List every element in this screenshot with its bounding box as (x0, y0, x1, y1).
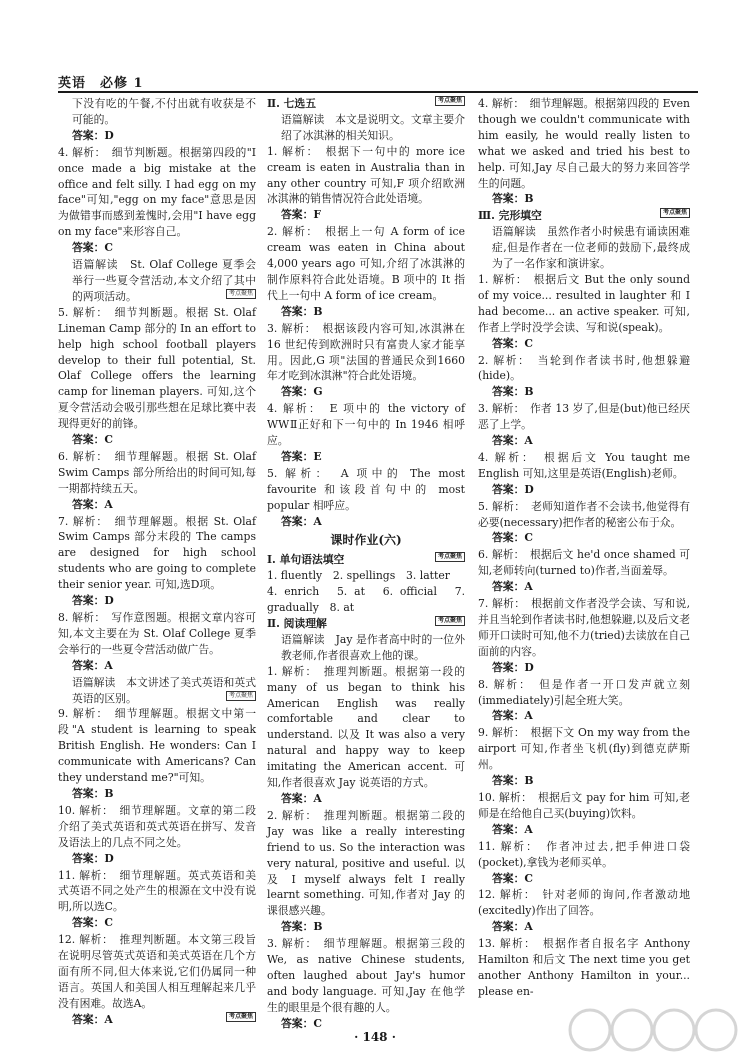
paragraph-text: 10. 解析： 细节理解题。文章的第二段介绍了美式英语和英式英语在拼写、发音及语法上的几点不同之处。 (58, 803, 256, 849)
answer-line-text: 答案：A (492, 822, 533, 836)
answer-line (58, 432, 256, 448)
answer-line (267, 919, 465, 935)
answer-line-text: 答案：A (492, 434, 533, 448)
paragraph-text: 下没有吃的午餐,不付出就有收获是不可能的。 (72, 97, 256, 126)
answer-line-text: 答案：C (281, 1016, 322, 1030)
paragraph (478, 96, 690, 191)
answer-line (478, 773, 690, 789)
book-title: 英语 必修 1 (58, 76, 144, 91)
answer-line-text: 答案：C (492, 336, 533, 350)
answer-line (58, 240, 256, 256)
answer-line (58, 593, 256, 609)
paragraph-text: 9. 解析： 根据下文 On my way from the airport 可知,作者坐飞机(fly)到德克萨斯州。 (478, 726, 690, 772)
paragraph-text: 8. 解析： 但是作者一开口发声就立刻(immediately)引起全班大笑。 (478, 677, 690, 707)
answer-line (478, 871, 690, 887)
paragraph-text: 11. 解析： 细节理解题。英式英语和美式英语不同之处产生的根源在文中没有说明,所以选C。 (58, 868, 256, 914)
paragraph (478, 547, 690, 579)
paragraph (478, 887, 690, 919)
paragraph-text: 1. 解析： 根据下一句中的 more ice cream is eaten in Australia than in any other country 可知,F 项介绍欧洲冰淇淋的销售情况符合此处语境。 (267, 144, 465, 206)
paragraph (58, 675, 256, 707)
section-heading-text: Ⅰ. 单句语法填空 (267, 553, 345, 567)
paragraph-text: 语篇解读 本文讲述了美式英语和英式英语的区别。 (72, 675, 256, 705)
section-heading-text: Ⅲ. 完形填空 (478, 209, 542, 223)
paragraph-text: 语篇解读 虽然作者小时候患有诵读困难症,但是作者在一位老师的鼓励下,最终成为了一名作家和演讲家。 (492, 225, 690, 271)
answer-line (478, 708, 690, 724)
answer-line (58, 786, 256, 802)
topic-tag: 考点聚焦 (226, 1012, 256, 1022)
answer-line-text: 答案：D (492, 482, 534, 496)
paragraph (58, 257, 256, 305)
paragraph (58, 305, 256, 432)
answer-line-text: 答案：C (492, 871, 533, 885)
paragraph (58, 706, 256, 786)
answer-line (478, 822, 690, 838)
paragraph-text: 1. 解析： 推理判断题。根据第一段的 many of us began to think his American English was really comfortable and clear to understand. 以及 It was also a very natural and happy way to keep imitating the American accent. 可知,作者很喜欢 Jay 说英语的方式。 (267, 664, 465, 790)
answer-line-text: 答案：A (281, 514, 322, 528)
assignment-title-text: 课时作业(六) (330, 533, 402, 548)
paragraph-text: 1. fluently 2. spellings 3. latter (267, 569, 450, 583)
paragraph-text: 3. 解析： 根据该段内容可知,冰淇淋在 16 世纪传到欧洲时只有富贵人家才能享用。因此,G 项"法国的普通民众到1660年才吃到冰淇淋"符合此处语境。 (267, 321, 465, 383)
answer-line-text: 答案：B (492, 385, 534, 399)
watermark-logo (560, 1005, 740, 1055)
paragraph-text: 4. 解析： E 项中的 the victory of WWⅡ正好和下一句中的 In 1946 相呼应。 (267, 402, 465, 448)
paragraph-text: 4. 解析： 细节判断题。根据第四段的"I once made a big mistake at the office and felt silly. I had egg on my face"可知,"egg on my face"意思是因为做错事而感到羞愧时,会用"I have egg on my face"来形容自己。 (58, 145, 256, 239)
paragraph (478, 677, 690, 709)
paragraph-text: 12. 解析： 推理判断题。本文第三段旨在说明尽管英式英语和美式英语在几个方面有所不同,但大体来说,它们仍属同一种语言。英国人和美国人相互理解起来几乎没有困难。故选A。 (58, 933, 256, 1010)
answer-line-text: 答案：B (492, 192, 534, 206)
page-number: · 148 · (354, 1030, 396, 1044)
header-rule (58, 91, 698, 93)
answer-line-text: 答案：B (281, 920, 323, 934)
paragraph (267, 664, 465, 791)
answer-line (267, 207, 465, 223)
paragraph (478, 790, 690, 822)
answer-line (478, 191, 690, 207)
paragraph-text: 3. 解析： 作者 13 岁了,但是(but)他已经厌恶了上学。 (478, 402, 690, 432)
paragraph-text: 5. 解析： 老师知道作者不会读书,他觉得有必要(necessary)把作者的秘密公布于众。 (478, 499, 690, 529)
answer-line (58, 915, 256, 931)
paragraph-text: 8. 解析： 写作意图题。根据文章内容可知,本文主要在为 St. Olaf College 夏季会举行的一些夏令营活动做广告。 (58, 611, 256, 656)
answer-line (478, 919, 690, 935)
paragraph (478, 725, 690, 773)
answer-line (478, 433, 690, 449)
answer-line (478, 384, 690, 400)
answer-line-text: 答案：B (72, 786, 114, 800)
paragraph (478, 401, 690, 433)
paragraph (267, 112, 465, 144)
section-heading-text: Ⅱ. 阅读理解 (267, 617, 327, 630)
answer-line-text: 答案：G (281, 385, 323, 399)
answer-line-text: 答案：C (492, 531, 533, 545)
section-heading (267, 96, 465, 112)
answer-line-text: 答案：B (281, 304, 323, 318)
section-heading (267, 552, 465, 568)
paragraph (58, 610, 256, 658)
section-heading (267, 616, 465, 632)
assignment-title (267, 533, 465, 549)
answer-line-text: 答案：D (492, 660, 534, 674)
paragraph-text: 2. 解析： 当轮到作者读书时,他想躲避(hide)。 (478, 353, 690, 383)
answer-line (267, 304, 465, 320)
answer-line-text: 答案：A (492, 920, 533, 934)
answer-line-text: 答案：A (281, 791, 322, 805)
paragraph-text: 11. 解析： 作者冲过去,把手伸进口袋(pocket),拿钱为老师买单。 (478, 839, 690, 869)
paragraph (478, 272, 690, 336)
answer-line (58, 497, 256, 513)
paragraph-text: 4. 解析： 细节理解题。根据第四段的 Even though we couldn't communicate with him easily, he would really listen to what we asked and tried his best to help. 可知,Jay 尽自己最大的努力来回答学生的问题。 (478, 97, 690, 190)
answer-line-text: 答案：B (492, 774, 534, 788)
paragraph-text: 3. 解析： 细节理解题。根据第三段的 We, as native Chinese students, often laughed about Jay's humor and body language. 可知,Jay 在他学生的眼里是个很有趣的人。 (267, 937, 465, 1014)
paragraph-text: 4. 解析： 根据后文 You taught me English 可知,这里是英语(English)老师。 (478, 450, 690, 480)
answer-line (267, 514, 465, 530)
answer-line (267, 791, 465, 807)
paragraph-text: 语篇解读 本文是说明文。文章主要介绍了冰淇淋的相关知识。 (281, 112, 465, 142)
paragraph (267, 321, 465, 385)
paragraph-text: 1. 解析： 根据后文 But the only sound of my voice... resulted in laughter 和 I had become... an active speaker. 可知,作者上学时没学会读、写和说(speak)。 (478, 272, 690, 334)
topic-tag: 考点聚焦 (660, 208, 690, 218)
paragraph (267, 632, 465, 664)
paragraph-text: 9. 解析： 细节理解题。根据文中第一段"A student is learning to speak British English. He wonders: Can I communicate with Americans? Can they understand me?"可知。 (58, 707, 256, 785)
answer-line (478, 530, 690, 546)
paragraph (267, 936, 465, 1016)
paragraph (58, 803, 256, 851)
answer-line-text: 答案：A (72, 658, 113, 672)
paragraph-text: 5. 解析： A 项中的 The most favourite 和该段首句中的 most popular 相呼应。 (267, 466, 465, 512)
paragraph (267, 568, 465, 584)
paragraph (58, 96, 256, 128)
paragraph-text: 6. 解析： 根据后文 he'd once shamed 可知,老师转向(turned to)作者,当面羞辱。 (478, 548, 690, 578)
paragraph-text: 语篇解读 St. Olaf College 夏季会举行一些夏令营活动,本文介绍了其中的两项活动。 (72, 258, 256, 303)
paragraph (478, 499, 690, 531)
answer-line (267, 449, 465, 465)
answer-line-text: 答案：E (281, 449, 322, 463)
paragraph (478, 936, 690, 1000)
paragraph-text: 语篇解读 Jay 是作者高中时的一位外教老师,作者很喜欢上他的课。 (281, 632, 465, 662)
paragraph (267, 224, 465, 304)
paragraph (267, 144, 465, 208)
column-right (478, 96, 690, 1000)
answer-line-text: 答案：A (72, 1012, 113, 1026)
paragraph-text: 5. 解析： 细节判断题。根据 St. Olaf Lineman Camp 部分的 In an effort to help high school football players develop to their full potential, St. Olaf College offers the learning camp for lineman players. 可知,这个夏令营活动会吸引那些想在足球比赛中表现得更好的前锋。 (58, 305, 256, 431)
column-left (58, 96, 256, 1029)
topic-tag: 考点聚焦 (435, 96, 465, 106)
paragraph (58, 868, 256, 916)
section-heading (478, 208, 690, 224)
answer-line-text: 答案：C (72, 916, 113, 930)
answer-line-text: 答案：A (72, 497, 113, 511)
paragraph-text: 2. 解析： 根据上一句 A form of ice cream was eaten in China about 4,000 years ago 可知,介绍了冰淇淋的制作原料符合此处语境。B 项中的 It 指代上一句中 A form of ice cream。 (267, 225, 465, 302)
paragraph (267, 584, 465, 616)
paragraph (58, 449, 256, 497)
paragraph-text: 12. 解析： 针对老师的询问,作者激动地(excitedly)作出了回答。 (478, 888, 690, 918)
page-header (58, 72, 144, 91)
answer-line-text: 答案：F (281, 208, 322, 222)
paragraph (267, 401, 465, 449)
paragraph-text: 4. enrich 5. at 6. official 7. gradually 8. at (267, 585, 465, 615)
paragraph (478, 450, 690, 482)
answer-line-text: 答案：A (492, 709, 533, 723)
paragraph-text: 13. 解析： 根据作者自报名字 Anthony Hamilton 和后文 The next time you get another Anthony Hamilton in your... please en- (478, 937, 690, 998)
paragraph (58, 145, 256, 240)
answer-line-text: 答案：D (72, 594, 114, 608)
answer-line-text: 答案：C (72, 433, 113, 447)
answer-line (478, 336, 690, 352)
paragraph-text: 2. 解析： 推理判断题。根据第二段的 Jay was like a really interesting friend to us. So the interaction was very natural, positive and useful. 以及 I myself always felt I really learnt something. 可知,作者对 Jay 的课很感兴趣。 (267, 808, 465, 918)
answer-line (478, 579, 690, 595)
section-heading-text: Ⅱ. 七选五 (267, 97, 317, 110)
answer-line (478, 660, 690, 676)
paragraph (478, 596, 690, 660)
answer-line-text: 答案：C (72, 241, 113, 255)
answer-line (58, 658, 256, 674)
paragraph-text: 6. 解析： 细节理解题。根据 St. Olaf Swim Camps 部分所给出的时间可知,每一期都持续五天。 (58, 449, 256, 495)
topic-tag: 考点聚焦 (435, 552, 465, 562)
answer-line-text: 答案：D (72, 851, 114, 865)
answer-line (58, 851, 256, 867)
topic-tag: 考点聚焦 (226, 289, 256, 299)
answer-line (267, 384, 465, 400)
topic-tag: 考点聚焦 (226, 691, 256, 701)
paragraph (267, 466, 465, 514)
answer-line (58, 1012, 256, 1028)
paragraph (478, 839, 690, 871)
answer-line-text: 答案：A (492, 580, 533, 594)
answer-line-text: 答案：D (72, 128, 114, 142)
paragraph (267, 808, 465, 919)
paragraph-text: 7. 解析： 根据前文作者没学会读、写和说,并且当轮到作者读书时,他想躲避,以及后文老师开口读时可知,他不力(tried)去读放在自己面前的内容。 (478, 597, 691, 658)
paragraph (478, 353, 690, 385)
paragraph (58, 514, 256, 594)
paragraph (58, 932, 256, 1012)
paragraph-text: 10. 解析： 根据后文 pay for him 可知,老师是在给他自己买(buying)饮料。 (478, 790, 690, 820)
paragraph-text: 7. 解析： 细节理解题。根据 St. Olaf Swim Camps 部分末段的 The camps are designed for high school students who are going to complete their senior year. 可知,选D项。 (58, 514, 256, 592)
topic-tag: 考点聚焦 (435, 616, 465, 626)
answer-line (478, 482, 690, 498)
answer-line (58, 128, 256, 144)
column-middle (267, 96, 465, 1033)
paragraph (478, 224, 690, 272)
